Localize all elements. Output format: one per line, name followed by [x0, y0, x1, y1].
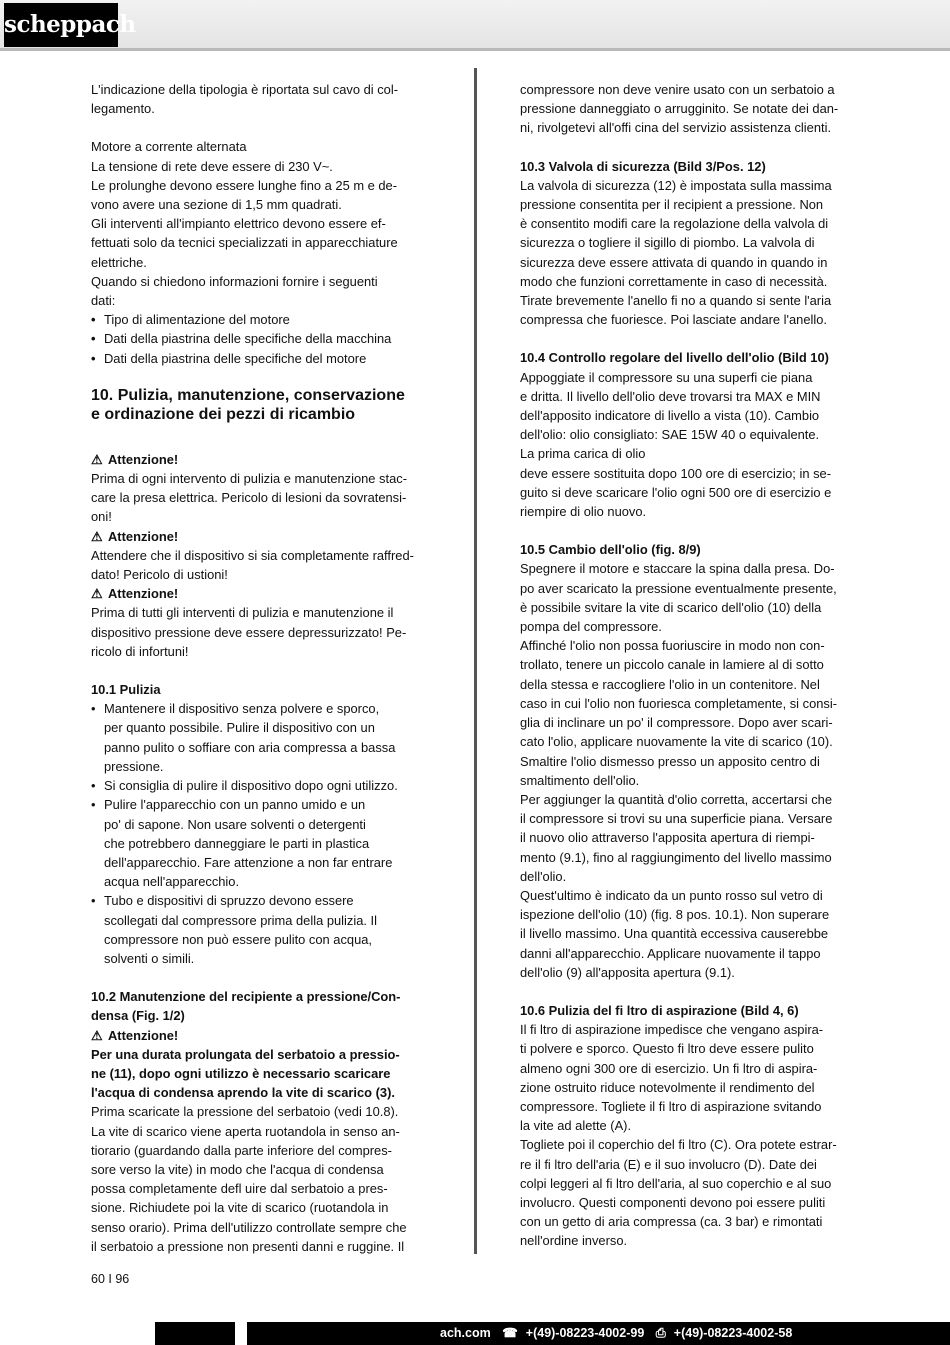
left-column: [91, 80, 432, 1256]
list-item: • Si consiglia di pulire il dispositivo dopo ogni utilizzo.: [91, 778, 398, 794]
text-line: zione ostruito riduce notevolmente il rendimento del: [520, 1079, 815, 1095]
text-line: Affinché l'olio non possa fuoriuscire in modo non con-: [520, 638, 825, 654]
list-item: • Pulire l'apparecchio con un panno umido e un: [91, 797, 366, 813]
text-line: Prima scaricate la pressione del serbatoio (vedi 10.8).: [91, 1104, 399, 1120]
text-line: della stessa e raccogliere l'olio in un contenitore. Nel: [520, 676, 820, 692]
footer-phone: +(49)-08223-4002-99: [525, 1326, 645, 1340]
text-line: Togliete poi il coperchio del fi ltro (C). Ora potete estrar-: [520, 1137, 837, 1153]
subsection-heading: 10.6 Pulizia del fi ltro di aspirazione (Bild 4, 6): [520, 1002, 799, 1018]
list-item: scollegati dal compressore prima della pulizia. Il: [104, 912, 377, 928]
text-line: dell'apposito indicatore di livello a vista (10). Cambio: [520, 408, 820, 424]
text-line: riempire di olio nuovo.: [520, 504, 647, 520]
text-line: Attendere che il dispositivo si sia completamente raffred-: [91, 547, 414, 563]
text-line: Quando si chiedono informazioni fornire i seguenti: [91, 273, 378, 289]
text-line: è possibile svitare la vite di scarico dell'olio (10) della: [520, 599, 822, 615]
list-item: • Dati della piastrina delle specifiche del motore: [91, 350, 367, 366]
text-line: re il fi ltro dell'aria (E) e il suo involucro (D). Date dei: [520, 1156, 817, 1172]
text-line: compressore. Togliete il fi ltro di aspirazione svitando: [520, 1098, 822, 1114]
warning-label: ⚠ Attenzione!: [91, 584, 432, 603]
text-line: guito si deve scaricare l'olio ogni 500 ore di esercizio e: [520, 484, 832, 500]
text-line: almeno ogni 300 ore di esercizio. Un fi ltro di aspira-: [520, 1060, 818, 1076]
page-number: 60 I 96: [91, 1272, 130, 1286]
text-line: oni!: [91, 509, 112, 525]
footer-contact: [440, 1325, 800, 1341]
warning-label: ⚠ Attenzione!: [91, 527, 432, 546]
text-line: pressione danneggiato o arrugginito. Se notate dei dan-: [520, 101, 839, 117]
text-line: vono avere una sezione di 1,5 mm quadrati.: [91, 197, 342, 213]
text-line: La prima carica di olio: [520, 446, 646, 462]
list-item: po' di sapone. Non usare solventi o detergenti: [104, 816, 366, 832]
text-line: nell'ordine inverso.: [520, 1233, 628, 1249]
text-line: con un getto di aria compressa (ca. 3 bar) e rimontati: [520, 1214, 823, 1230]
text-line: po aver scaricato la pressione eventualmente presente,: [520, 580, 837, 596]
text-line: il serbatoio a pressione non presenti danni e ruggine. Il: [91, 1238, 405, 1254]
text-line: dell'olio (9) all'apposita apertura (9.1).: [520, 964, 735, 980]
text-line: glia di inclinare un po' il compressore. Dopo aver scari-: [520, 715, 833, 731]
text-line: mento (9.1), fino al raggiungimento del livello massimo: [520, 849, 832, 865]
warning-icon: ⚠: [91, 586, 103, 602]
page-header: [0, 0, 950, 51]
text-line: Spegnere il motore e staccare la spina dalla presa. Do-: [520, 561, 835, 577]
text-line: Per una durata prolungata del serbatoio a pressio-: [91, 1046, 400, 1062]
column-divider: [474, 68, 477, 1254]
text-line: ispezione dell'olio (10) (fig. 8 pos. 10.1). Non superare: [520, 907, 830, 923]
text-line: ti polvere e sporco. Questo fi ltro deve essere pulito: [520, 1041, 814, 1057]
list-item: • Tipo di alimentazione del motore: [91, 312, 290, 328]
text-line: dato! Pericolo di ustioni!: [91, 567, 228, 583]
text-line: smaltimento dell'olio.: [520, 772, 640, 788]
page-footer: [0, 1322, 950, 1345]
list-item: • Mantenere il dispositivo senza polvere e sporco,: [91, 701, 380, 717]
footer-website: ach.com: [440, 1326, 491, 1340]
text-line: sione. Richiudete poi la vite di scarico (ruotandola in: [91, 1200, 389, 1216]
text-line: Motore a corrente alternata: [91, 139, 247, 155]
warning-icon: ⚠: [91, 1027, 103, 1043]
text-line: La valvola di sicurezza (12) è impostata sulla massima: [520, 177, 832, 193]
text-line: dell'olio: olio consigliato: SAE 15W 40 o equivalente.: [520, 427, 820, 443]
text-line: deve essere sostituita dopo 100 ore di esercizio; in se-: [520, 465, 831, 481]
text-line: sicurezza o togliere il sigillo di piombo. La valvola di: [520, 235, 815, 251]
subsection-heading: 10.2 Manutenzione del recipiente a pressione/Con-: [91, 989, 401, 1005]
text-line: Prima di ogni intervento di pulizia e manutenzione stac-: [91, 471, 407, 487]
list-item: dell'apparecchio. Fare attenzione a non far entrare: [104, 854, 393, 870]
text-line: modo che funzioni correttamente in caso di necessità.: [520, 273, 828, 289]
text-line: il livello massimo. Una quantità eccessiva causerebbe: [520, 926, 829, 942]
text-line: possa completamente defl uire dal serbatoio a pres-: [91, 1181, 388, 1197]
subsection-heading: 10.4 Controllo regolare del livello dell'olio (Bild 10): [520, 350, 829, 366]
text-line: dati:: [91, 293, 116, 309]
text-line: Tirate brevemente l'anello fi no a quando si sente l'aria: [520, 293, 832, 309]
text-line: ni, rivolgetevi all'offi cina del servizio assistenza clienti.: [520, 120, 832, 136]
text-line: è consentito modifi care la regolazione della valvola di: [520, 216, 829, 232]
text-line: caso in cui l'olio non fuoriesca completamente, si consi-: [520, 695, 838, 711]
footer-fax: +(49)-08223-4002-58: [673, 1326, 793, 1340]
text-line: compressore non deve venire usato con un serbatoio a: [520, 82, 835, 97]
list-item: panno pulito o soffiare con aria compressa a bassa: [104, 739, 396, 755]
text-line: l'acqua di condensa aprendo la vite di scarico (3).: [91, 1085, 395, 1101]
text-line: sore verso la vite) in modo che l'acqua di condensa: [91, 1161, 384, 1177]
section-heading: 10. Pulizia, manutenzione, conservazione: [91, 386, 405, 404]
list-item: pressione.: [104, 758, 164, 774]
text-line: La tensione di rete deve essere di 230 V~.: [91, 158, 333, 174]
fax-icon: ⎙: [655, 1326, 666, 1340]
text-line: la vite ad alette (A).: [520, 1118, 632, 1134]
list-item: • Tubo e dispositivi di spruzzo devono essere: [91, 893, 354, 909]
text-line: Prima di tutti gli interventi di pulizia e manutenzione il: [91, 605, 394, 621]
text-line: trollato, tenere un piccolo canale in lamiere al di sotto: [520, 657, 824, 673]
text-line: danni all'apparecchio. Applicare nuovamente il tappo: [520, 945, 821, 961]
text-line: L'indicazione della tipologia è riportata sul cavo di col-: [91, 82, 399, 97]
warning-label: ⚠ Attenzione!: [91, 1026, 432, 1045]
text-line: Per aggiunger la quantità d'olio corretta, accertarsi che: [520, 791, 833, 807]
list-item: per quanto possibile. Pulire il dispositivo con un: [104, 720, 375, 736]
text-line: il nuovo olio attraverso l'apposita apertura di riempi-: [520, 830, 815, 846]
text-line: pressione consentita per il recipient a pressione. Non: [520, 197, 824, 213]
text-line: Quest'ultimo è indicato da un punto rosso sul vetro di: [520, 887, 823, 903]
section-heading: e ordinazione dei pezzi di ricambio: [91, 405, 356, 423]
list-item: • Dati della piastrina delle specifiche della macchina: [91, 331, 392, 347]
text-line: dell'olio.: [520, 868, 567, 884]
text-line: Il fi ltro di aspirazione impedisce che vengano aspira-: [520, 1022, 824, 1038]
warning-icon: ⚠: [91, 528, 103, 544]
text-line: fettuati solo da tecnici specializzati in apparecchiature: [91, 235, 398, 251]
subsection-heading: densa (Fig. 1/2): [91, 1008, 185, 1024]
text-line: legamento.: [91, 101, 155, 117]
brand-logo: scheppach: [4, 3, 118, 47]
text-line: e dritta. Il livello dell'olio deve trovarsi tra MAX e MIN: [520, 388, 821, 404]
list-item: solventi o simili.: [104, 950, 195, 966]
phone-icon: ☎: [502, 1326, 518, 1340]
text-line: cato l'olio, applicare nuovamente la vite di scarico (10).: [520, 734, 833, 750]
list-item: compressore non può essere pulito con acqua,: [104, 931, 373, 947]
subsection-heading: 10.1 Pulizia: [91, 682, 161, 698]
text-line: tiorario (guardando dalla parte inferiore del compres-: [91, 1142, 392, 1158]
warning-label: ⚠ Attenzione!: [91, 450, 432, 469]
text-line: ricolo di infortuni!: [91, 643, 189, 659]
text-line: elettriche.: [91, 254, 147, 270]
text-line: La vite di scarico viene aperta ruotandola in senso an-: [91, 1123, 400, 1139]
text-line: sicurezza deve essere attivata di quando in quando in: [520, 254, 828, 270]
text-line: senso orario). Prima dell'utilizzo controllate sempre che: [91, 1219, 407, 1235]
right-column: [520, 80, 860, 1251]
text-line: involucro. Questi componenti devono poi essere puliti: [520, 1194, 826, 1210]
text-line: Le prolunghe devono essere lunghe fino a 25 m e de-: [91, 177, 398, 193]
subsection-heading: 10.5 Cambio dell'olio (fig. 8/9): [520, 542, 701, 558]
subsection-heading: 10.3 Valvola di sicurezza (Bild 3/Pos. 12): [520, 158, 766, 174]
list-item: che potrebbero danneggiare le parti in plastica: [104, 835, 370, 851]
text-line: Gli interventi all'impianto elettrico devono essere ef-: [91, 216, 386, 232]
warning-icon: ⚠: [91, 451, 103, 467]
text-line: ne (11), dopo ogni utilizzo è necessario scaricare: [91, 1065, 391, 1081]
text-line: pompa del compressore.: [520, 619, 662, 635]
text-line: il compressore si trovi su una superficie piana. Versare: [520, 811, 833, 827]
text-line: care la presa elettrica. Pericolo di lesioni da sovratensi-: [91, 490, 407, 506]
text-line: Smaltire l'olio dismesso presso un apposito centro di: [520, 753, 820, 769]
text-line: compressa che fuoriesce. Poi lasciate andare l'anello.: [520, 312, 827, 328]
text-line: Appoggiate il compressore su una superfi cie piana: [520, 369, 813, 385]
text-line: colpi leggeri al fi ltro dell'aria, al suo coperchio e al suo: [520, 1175, 832, 1191]
list-item: acqua nell'apparecchio.: [104, 874, 240, 890]
text-line: dispositivo pressione deve essere depressurizzato! Pe-: [91, 624, 407, 640]
